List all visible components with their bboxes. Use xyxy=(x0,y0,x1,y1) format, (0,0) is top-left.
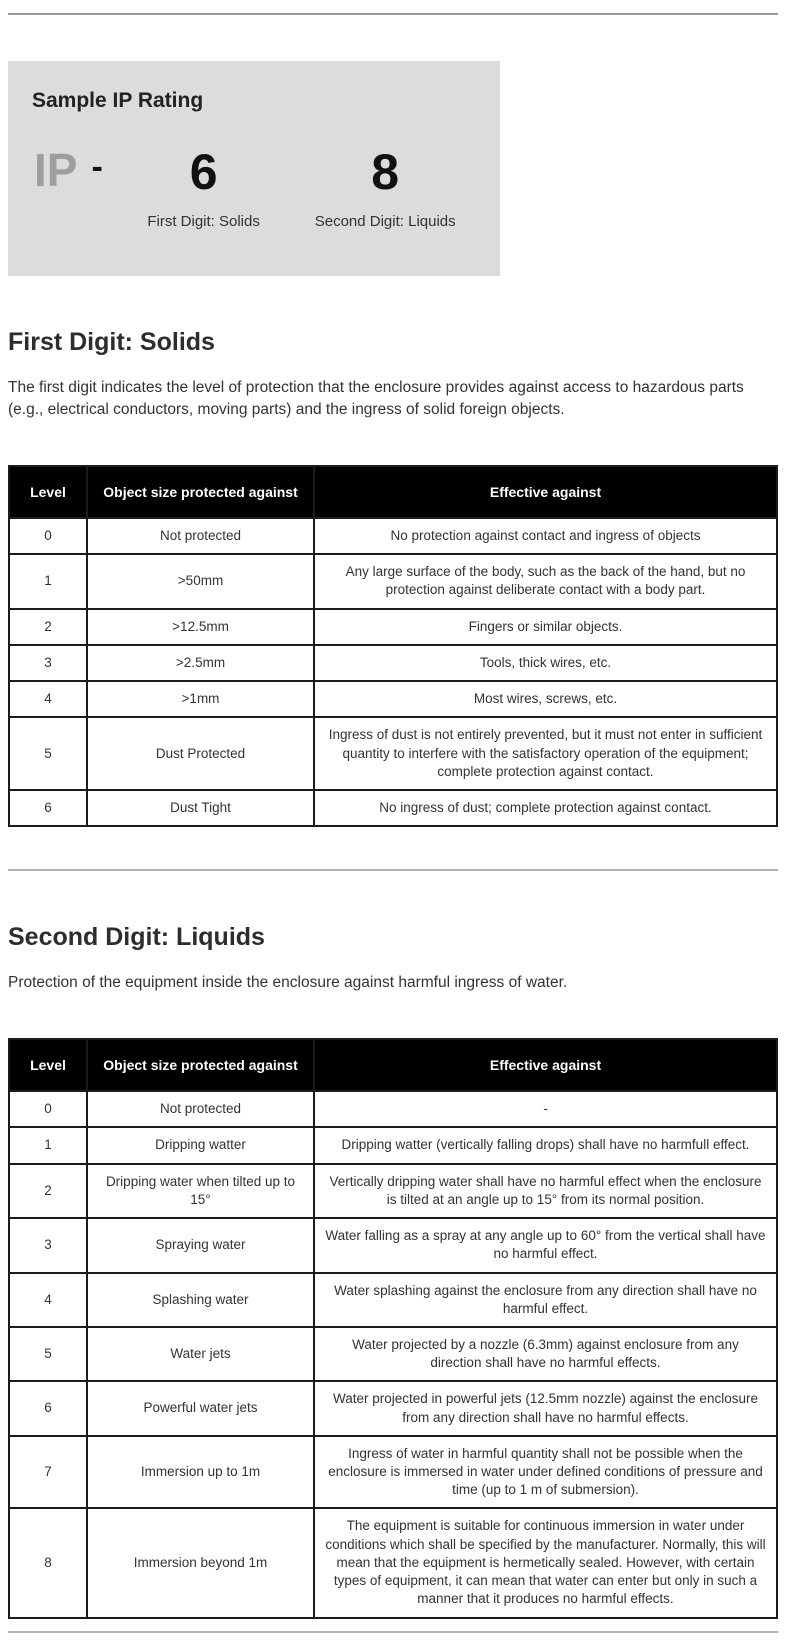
table-row xyxy=(9,518,777,554)
table-row xyxy=(9,1273,777,1327)
object-size-cell: Dripping water when tilted up to 15° xyxy=(87,1164,314,1218)
object-size-cell: Powerful water jets xyxy=(87,1381,314,1435)
object-size-cell: Dust Protected xyxy=(87,717,314,790)
first-digit-value: 6 xyxy=(189,144,218,200)
level-cell: 3 xyxy=(9,1218,87,1272)
column-header: Level xyxy=(9,1039,87,1091)
column-header: Effective against xyxy=(314,1039,777,1091)
level-cell: 3 xyxy=(9,645,87,681)
effective-against-cell: Ingress of water in harmful quantity shall not be possible when the enclosure is immersed in water under defined conditions of pressure and time (up to 1 m of submersion). xyxy=(314,1436,777,1509)
solids-section-heading: First Digit: Solids xyxy=(8,328,215,356)
level-cell: 8 xyxy=(9,1508,87,1617)
column-header: Object size protected against xyxy=(87,1039,314,1091)
effective-against-cell: Any large surface of the body, such as the back of the hand, but no protection against deliberate contact with a body part. xyxy=(314,554,777,608)
object-size-cell: >2.5mm xyxy=(87,645,314,681)
column-header: Object size protected against xyxy=(87,466,314,518)
level-cell: 1 xyxy=(9,1127,87,1163)
liquids-table xyxy=(8,1038,778,1618)
document-page xyxy=(0,13,786,1633)
effective-against-cell: Fingers or similar objects. xyxy=(314,609,777,645)
table-row xyxy=(9,717,777,790)
object-size-cell: Water jets xyxy=(87,1327,314,1381)
ip-rating-row xyxy=(32,144,476,230)
level-cell: 6 xyxy=(9,790,87,826)
first-digit-column xyxy=(113,144,295,230)
effective-against-cell: - xyxy=(314,1091,777,1127)
effective-against-cell: Water falling as a spray at any angle up to 60° from the vertical shall have no harmful effect. xyxy=(314,1218,777,1272)
table-row xyxy=(9,609,777,645)
column-header: Level xyxy=(9,466,87,518)
effective-against-cell: No ingress of dust; complete protection against contact. xyxy=(314,790,777,826)
sample-box-title: Sample IP Rating xyxy=(32,89,204,112)
effective-against-cell: No protection against contact and ingress of objects xyxy=(314,518,777,554)
level-cell: 0 xyxy=(9,518,87,554)
level-cell: 1 xyxy=(9,554,87,608)
table-row xyxy=(9,1164,777,1218)
table-row xyxy=(9,554,777,608)
second-digit-column xyxy=(294,144,476,230)
object-size-cell: Dripping watter xyxy=(87,1127,314,1163)
liquids-section-heading: Second Digit: Liquids xyxy=(8,923,265,952)
level-cell: 2 xyxy=(9,1164,87,1218)
level-cell: 2 xyxy=(9,609,87,645)
solids-table-header-row xyxy=(9,466,777,518)
effective-against-cell: Ingress of dust is not entirely prevented, but it must not enter in sufficient quantity to interfere with the satisfactory operation of the equipment; complete protection against contact. xyxy=(314,717,777,790)
object-size-cell: Immersion beyond 1m xyxy=(87,1508,314,1617)
solids-table xyxy=(8,465,778,827)
effective-against-cell: The equipment is suitable for continuous immersion in water under conditions which shall be specified by the manufacturer. Normally, this will mean that the equipment is hermetically sealed. However, with certain types of equipment, it can mean that water can enter but only in such a manner that it produces no harmful effects. xyxy=(314,1508,777,1617)
table-row xyxy=(9,1381,777,1435)
bottom-divider xyxy=(8,1631,778,1633)
liquids-table-header-row xyxy=(9,1039,777,1091)
table-row xyxy=(9,1327,777,1381)
level-cell: 4 xyxy=(9,681,87,717)
level-cell: 7 xyxy=(9,1436,87,1509)
effective-against-cell: Water splashing against the enclosure from any direction shall have no harmful effect. xyxy=(314,1273,777,1327)
ip-prefix-label: IP xyxy=(34,144,78,196)
effective-against-cell: Most wires, screws, etc. xyxy=(314,681,777,717)
table-row xyxy=(9,1127,777,1163)
section-divider xyxy=(8,869,778,871)
level-cell: 0 xyxy=(9,1091,87,1127)
effective-against-cell: Dripping watter (vertically falling drops) shall have no harmfull effect. xyxy=(314,1127,777,1163)
ip-separator: - xyxy=(91,148,103,186)
liquids-table-head xyxy=(9,1039,777,1091)
solids-section-description: The first digit indicates the level of protection that the enclosure provides against access to hazardous parts (e.g., electrical conductors, moving parts) and the ingress of solid foreign objects. xyxy=(8,379,744,418)
column-header: Effective against xyxy=(314,466,777,518)
level-cell: 6 xyxy=(9,1381,87,1435)
level-cell: 5 xyxy=(9,717,87,790)
object-size-cell: Not protected xyxy=(87,518,314,554)
effective-against-cell: Vertically dripping water shall have no harmful effect when the enclosure is tilted at an angle up to 15° from its normal position. xyxy=(314,1164,777,1218)
effective-against-cell: Water projected in powerful jets (12.5mm nozzle) against the enclosure from any direction shall have no harmful effects. xyxy=(314,1381,777,1435)
second-digit-label: Second Digit: Liquids xyxy=(314,213,456,230)
object-size-cell: Spraying water xyxy=(87,1218,314,1272)
effective-against-cell: Water projected by a nozzle (6.3mm) against enclosure from any direction shall have no harmful effects. xyxy=(314,1327,777,1381)
object-size-cell: Immersion up to 1m xyxy=(87,1436,314,1509)
table-row xyxy=(9,645,777,681)
object-size-cell: >1mm xyxy=(87,681,314,717)
table-row xyxy=(9,1436,777,1509)
level-cell: 5 xyxy=(9,1327,87,1381)
table-row xyxy=(9,790,777,826)
object-size-cell: Dust Tight xyxy=(87,790,314,826)
object-size-cell: Not protected xyxy=(87,1091,314,1127)
sample-ip-rating-box xyxy=(8,61,500,276)
object-size-cell: >50mm xyxy=(87,554,314,608)
solids-table-head xyxy=(9,466,777,518)
table-row xyxy=(9,1218,777,1272)
object-size-cell: Splashing water xyxy=(87,1273,314,1327)
object-size-cell: >12.5mm xyxy=(87,609,314,645)
table-row xyxy=(9,1091,777,1127)
liquids-table-body xyxy=(9,1091,777,1617)
top-divider xyxy=(8,13,778,15)
effective-against-cell: Tools, thick wires, etc. xyxy=(314,645,777,681)
table-row xyxy=(9,1508,777,1617)
second-digit-value: 8 xyxy=(371,144,400,200)
table-row xyxy=(9,681,777,717)
first-digit-label: First Digit: Solids xyxy=(147,213,260,230)
liquids-section-description: Protection of the equipment inside the enclosure against harmful ingress of water. xyxy=(8,974,568,992)
solids-table-body xyxy=(9,518,777,826)
level-cell: 4 xyxy=(9,1273,87,1327)
